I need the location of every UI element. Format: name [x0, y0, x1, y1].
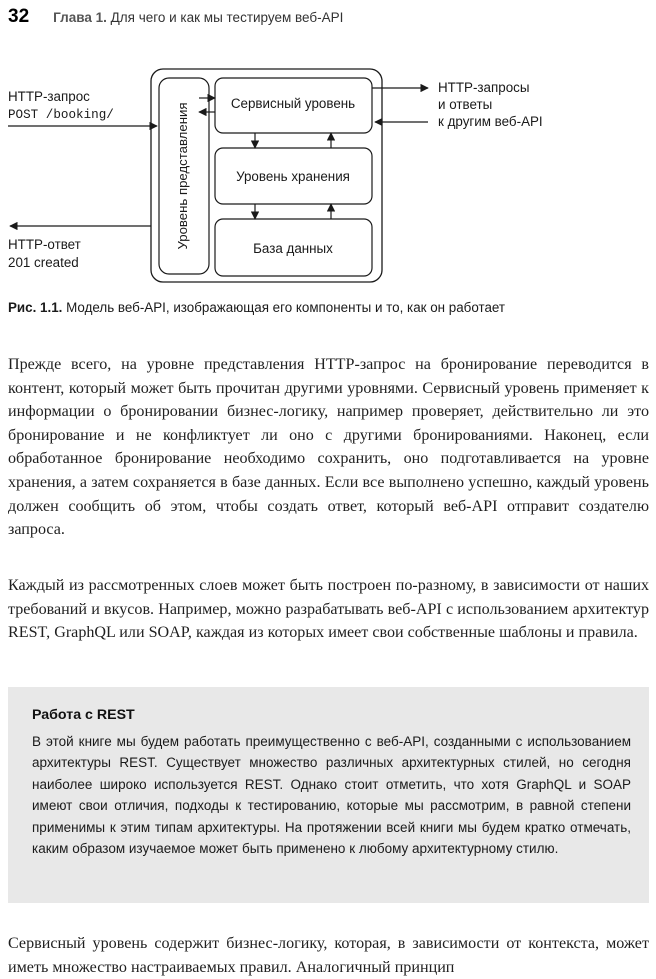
http-response-label: HTTP-ответ [8, 237, 81, 252]
external-api-label-line2: и ответы [438, 97, 493, 112]
database-label: База данных [253, 241, 333, 256]
web-api-model-diagram [0, 60, 656, 292]
running-head [53, 10, 343, 25]
sidebar-note [8, 687, 649, 903]
body-paragraph-3: Сервисный уровень содержит бизнес-логику, которая, в зависимости от контекста, может иметь множество настраиваемых правил. Аналогичный принцип [8, 935, 649, 976]
storage-layer-label: Уровень хранения [236, 169, 350, 184]
sidebar-title: Работа с REST [32, 707, 135, 723]
service-layer-label: Сервисный уровень [230, 96, 356, 111]
page-number: 32 [8, 6, 30, 27]
figure-caption [8, 300, 648, 315]
page-header [8, 6, 648, 30]
http-response-status: 201 created [8, 255, 79, 270]
chapter-title: Для чего и как мы тестируем веб-API [110, 10, 344, 25]
chapter-label: Глава 1. [53, 10, 107, 25]
figure-number: Рис. 1.1. [8, 300, 63, 315]
external-api-label-line1: HTTP-запросы [438, 80, 530, 95]
external-api-label-line3: к другим веб-API [438, 114, 543, 129]
sidebar-text: В этой книге мы будем работать преимущественно с веб-API, созданными с использованием архитектуры REST. Существует множество различных архитектурных стилей, но сегодня наиболее широко используется REST. Однако стоит отметить, что хотя GraphQL и SOAP имеют свои отличия, подходы к тестированию, которые мы рассмотрим, в равной степени применимы к этим типам архитектуры. На протяжении всей книги мы будем кратко отмечать, каким образом изучаемое может быть применено к любому архитектурному стилю. [32, 734, 631, 857]
http-request-method: POST /booking/ [8, 108, 114, 122]
body-paragraph-2: Каждый из рассмотренных слоев может быть построен по-разному, в зависимости от наших требований и вкусов. Например, можно разрабатывать веб-API с использованием архитектур REST, GraphQL или SOAP, каждая из которых имеет свои собственные шаблоны и правила. [8, 577, 649, 642]
body-paragraph-1: Прежде всего, на уровне представления HTTP-запрос на бронирование переводится в контент, который может быть прочитан другими уровнями. Сервисный уровень применяет к информации о бронировании бизнес-логику, например проверяет, действительно ли это бронирование и не конфликтует ли оно с другими бронированиями. Наконец, если обработанное бронирование необходимо сохранить, оно подготавливается на уровне хранения, а затем сохраняется в базе данных. Если все выполнено успешно, каждый уровень должен сообщить об этом, чтобы создать ответ, который веб-API отправит создателю запроса. [8, 356, 649, 539]
figure-caption-text: Модель веб-API, изображающая его компоненты и то, как он работает [66, 300, 506, 315]
presentation-layer-label: Уровень представления [175, 102, 190, 250]
http-request-label: HTTP-запрос [8, 89, 90, 104]
